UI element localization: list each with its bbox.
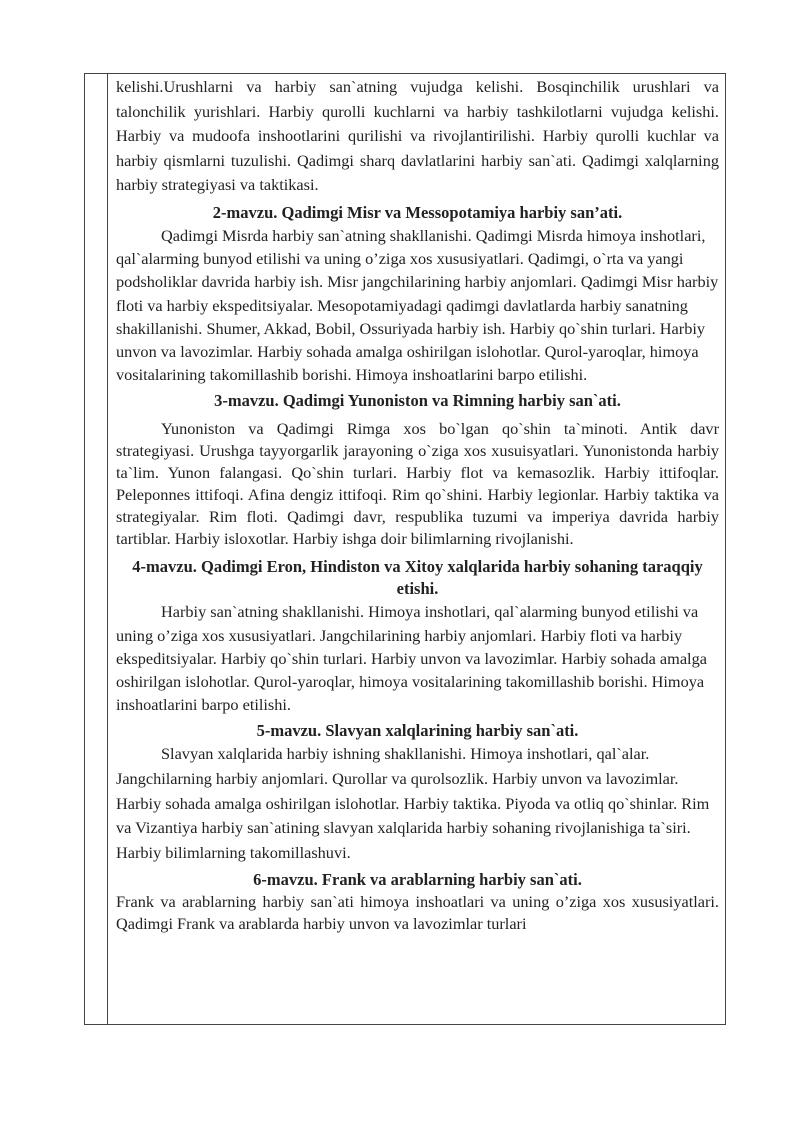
- intro-paragraph: kelishi.Urushlarni va harbiy san`atning vujudga kelishi. Bosqinchilik urushlari va talonchilik yurishlari. Harbiy qurolli kuchlarni va harbiy tashkilotlarni vujudga kelishi. Harbiy va mudoofa inshootlarini qurilishi va rivojlantirilishi. Harbiy qurolli kuchlar va harbiy qismlarni tuzulishi. Qadimgi sharq davlatlarini harbiy san`ati. Qadimgi xalqlarning harbiy strategiyasi va taktikasi.: [116, 77, 719, 195]
- table-left-column: [85, 74, 108, 1024]
- topic-6-heading: 6-mavzu. Frank va arablarning harbiy san`ati.: [253, 870, 582, 890]
- topic-5-paragraph: Slavyan xalqlarida harbiy ishning shakllanishi. Himoya inshotlari, qal`alar. Jangchilarning harbiy anjomlari. Qurollar va qurolsozlik. Harbiy unvon va lavozimlar. Harbiy sohada amalga oshirilgan islohotlar. Harbiy taktika. Piyoda va otliq qo`shinlar. Rim va Vizantiya harbiy san`atining slavyan xalqlarida harbiy sohaning rivojlanishiga ta`siri. Harbiy bilimlarning takomillashuvi.: [116, 744, 710, 862]
- topic-2-heading: 2-mavzu. Qadimgi Misr va Messopotamiya harbiy san’ati.: [212, 202, 623, 222]
- topic-2-paragraph: Qadimgi Misrda harbiy san`atning shakllanishi. Qadimgi Misrda himoya inshotlari, qal`alarming bunyod etilishi va uning o’ziga xos xususiyatlari. Qadimgi, o`rta va yangi podsholiklar davrida harbiy ish. Misr jangchilarining harbiy anjomlari. Qadimgi Misr harbiy floti va harbiy ekspeditsiyalar. Mesopotamiyadagi qadimgi davlatlarda harbiy sanatning shakillanishi. Shumer, Akkad, Bobil, Ossuriyada harbiy ish. Harbiy qo`shin turlari. Harbiy unvon va lavozimlar. Harbiy sohada amalga oshirilgan islohotlar. Qurol-yaroqlar, himoya vositalarining takomillashib borishi. Himoya inshoatlarini barpo etilishi.: [116, 225, 719, 385]
- topic-5-heading: 5-mavzu. Slavyan xalqlarining harbiy san`ati.: [256, 721, 579, 741]
- topic-3-paragraph: Yunoniston va Qadimgi Rimga xos bo`lgan qo`shin ta`minoti. Antik davr strategiyasi. Urushga tayyorgarlik jarayoning o`ziga xos xusuisyatlari. Yunonistonda harbiy ta`lim. Yunon falangasi. Qo`shin turlari. Harbiy flot va kemasozlik. Harbiy ittifoqlar. Peleponnes ittifoqi. Afina dengiz ittifoqi. Rim qo`shini. Harbiy legionlar. Harbiy taktika va strategiyalar. Rim floti. Qadimgi davr, respublika tuzumi va imperiya davrida harbiy tartiblar. Harbiy isloxotlar. Harbiy ishga doir bilimlarning rivojlanishi.: [116, 419, 719, 549]
- topic-4-paragraph: Harbiy san`atning shakllanishi. Himoya inshotlari, qal`alarming bunyod etilishi va uning o’ziga xos xususiyatlari. Jangchilarining harbiy anjomlari. Harbiy floti va harbiy ekspeditsiyalar. Harbiy qo`shin turlari. Harbiy unvon va lavozimlar. Harbiy sohada amalga oshirilgan islohotlar. Qurol-yaroqlar, himoya vositalarining takomillashib borishi. Himoya inshoatlarini barpo etilishi.: [116, 602, 707, 715]
- syllabus-table: [84, 73, 726, 1025]
- topic-4-heading: 4-mavzu. Qadimgi Eron, Hindiston va Xitoy xalqlarida harbiy sohaning taraqqiy etishi.: [132, 557, 703, 599]
- table-content-cell: [116, 75, 719, 935]
- topic-6-paragraph: Frank va arablarning harbiy san`ati himoya inshoatlari va uning o’ziga xos xususiyatlari. Qadimgi Frank va arablarda harbiy unvon va lavozimlar turlari: [116, 892, 719, 934]
- topic-3-heading: 3-mavzu. Qadimgi Yunoniston va Rimning harbiy san`ati.: [214, 391, 621, 411]
